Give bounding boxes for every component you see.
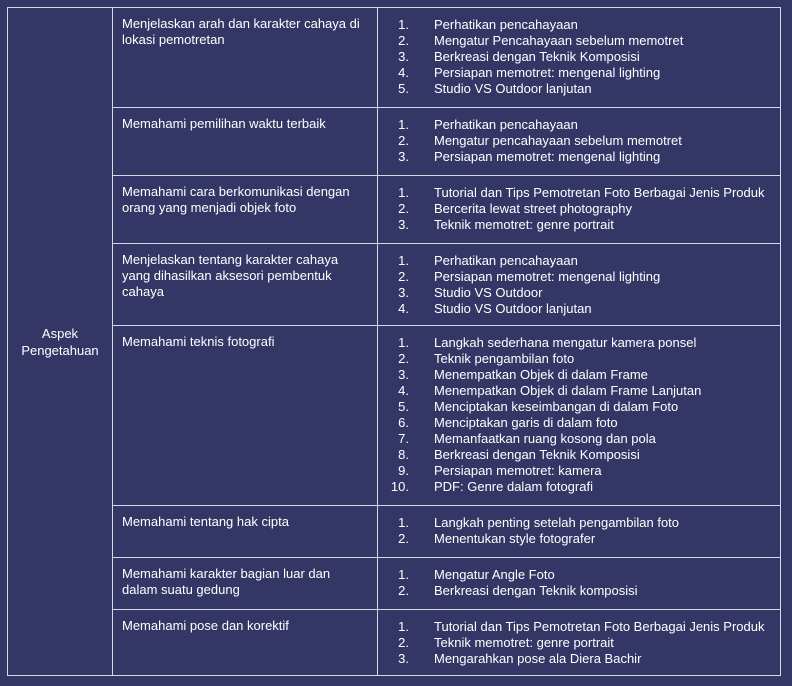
list-number: 1. (398, 619, 409, 634)
list-item (378, 81, 780, 97)
topic-text: Studio VS Outdoor lanjutan (434, 301, 592, 316)
topic-list (378, 8, 780, 103)
list-number: 1. (398, 253, 409, 268)
list-item (378, 619, 780, 635)
list-item (378, 269, 780, 285)
goal-cell (113, 176, 378, 244)
topic-list (378, 326, 780, 501)
topic-text: Memanfaatkan ruang kosong dan pola (434, 431, 656, 446)
topic-text: Studio VS Outdoor lanjutan (434, 81, 592, 96)
goal-cell (113, 244, 378, 326)
list-item (378, 383, 780, 399)
list-item (378, 351, 780, 367)
goal-text: Memahami tentang hak cipta (122, 514, 289, 529)
topic-text: Berkreasi dengan Teknik komposisi (434, 583, 638, 598)
goal-cell (113, 326, 378, 506)
list-item (378, 17, 780, 33)
list-item (378, 335, 780, 351)
topic-text: Teknik memotret: genre portrait (434, 635, 614, 650)
list-item (378, 33, 780, 49)
topics-cell (378, 8, 781, 108)
topic-text: Teknik memotret: genre portrait (434, 217, 614, 232)
topic-text: PDF: Genre dalam fotografi (434, 479, 593, 494)
list-number: 6. (398, 415, 409, 430)
topic-text: Perhatikan pencahayaan (434, 117, 578, 132)
topic-text: Menciptakan garis di dalam foto (434, 415, 618, 430)
goal-text: Memahami pose dan korektif (122, 618, 289, 633)
topic-list (378, 610, 780, 673)
topic-text: Persiapan memotret: mengenal lighting (434, 269, 661, 284)
list-number: 3. (398, 367, 409, 382)
list-item (378, 217, 780, 233)
goal-text: Menjelaskan tentang karakter cahaya yang dihasilkan aksesori pembentuk cahaya (122, 252, 339, 299)
topic-text: Menempatkan Objek di dalam Frame (434, 367, 648, 382)
list-item (378, 531, 780, 547)
list-number: 2. (398, 33, 409, 48)
list-number: 8. (398, 447, 409, 462)
goal-cell (113, 558, 378, 610)
list-item (378, 185, 780, 201)
list-number: 2. (398, 201, 409, 216)
list-item (378, 117, 780, 133)
list-number: 4. (398, 301, 409, 316)
topic-text: Berkreasi dengan Teknik Komposisi (434, 49, 640, 64)
list-item (378, 583, 780, 599)
list-number: 5. (398, 399, 409, 414)
table-body (8, 8, 781, 676)
list-number: 1. (398, 515, 409, 530)
table-row (8, 506, 781, 558)
list-item (378, 133, 780, 149)
list-item (378, 447, 780, 463)
table-row (8, 326, 781, 506)
topic-text: Menempatkan Objek di dalam Frame Lanjutan (434, 383, 702, 398)
topic-text: Bercerita lewat street photography (434, 201, 632, 216)
goal-text: Memahami teknis fotografi (122, 334, 275, 349)
list-number: 3. (398, 285, 409, 300)
topic-text: Persiapan memotret: mengenal lighting (434, 149, 661, 164)
topic-text: Studio VS Outdoor (434, 285, 543, 300)
table-row (8, 8, 781, 108)
list-number: 1. (398, 335, 409, 350)
goal-cell (113, 610, 378, 676)
topic-text: Menciptakan keseimbangan di dalam Foto (434, 399, 679, 414)
goal-text: Menjelaskan arah dan karakter cahaya di lokasi pemotretan (122, 16, 360, 47)
list-number: 5. (398, 81, 409, 96)
goal-cell (113, 506, 378, 558)
list-item (378, 463, 780, 479)
topic-text: Tutorial dan Tips Pemotretan Foto Berbagai Jenis Produk (434, 185, 765, 200)
table-row (8, 176, 781, 244)
list-item (378, 635, 780, 651)
table-row (8, 610, 781, 676)
list-number: 1. (398, 117, 409, 132)
list-number: 9. (398, 463, 409, 478)
table-row (8, 108, 781, 176)
list-number: 4. (398, 65, 409, 80)
list-number: 7. (398, 431, 409, 446)
list-item (378, 253, 780, 269)
table-row (8, 244, 781, 326)
list-number: 2. (398, 531, 409, 546)
list-item (378, 399, 780, 415)
topic-list (378, 108, 780, 171)
topics-cell (378, 244, 781, 326)
list-item (378, 479, 780, 495)
list-number: 10. (390, 479, 409, 494)
list-item (378, 65, 780, 81)
list-number: 3. (398, 651, 409, 666)
topic-text: Persiapan memotret: kamera (434, 463, 602, 478)
topic-text: Mengatur Pencahayaan sebelum memotret (434, 33, 684, 48)
list-item (378, 415, 780, 431)
aspect-label: Aspek Pengetahuan (21, 325, 99, 358)
topic-text: Teknik pengambilan foto (434, 351, 575, 366)
list-item (378, 49, 780, 65)
topics-cell (378, 176, 781, 244)
goal-text: Memahami karakter bagian luar dan dalam suatu gedung (122, 566, 331, 597)
list-number: 2. (398, 583, 409, 598)
topic-text: Perhatikan pencahayaan (434, 17, 578, 32)
topics-cell (378, 506, 781, 558)
list-number: 1. (398, 17, 409, 32)
topic-text: Menentukan style fotografer (434, 531, 596, 546)
list-number: 1. (398, 567, 409, 582)
list-number: 2. (398, 351, 409, 366)
topic-text: Berkreasi dengan Teknik Komposisi (434, 447, 640, 462)
table-row (8, 558, 781, 610)
list-number: 1. (398, 185, 409, 200)
topics-cell (378, 558, 781, 610)
list-number: 3. (398, 149, 409, 164)
list-number: 3. (398, 217, 409, 232)
topic-text: Mengatur pencahayaan sebelum memotret (434, 133, 682, 148)
curriculum-table (7, 7, 781, 676)
topics-cell (378, 326, 781, 506)
list-number: 3. (398, 49, 409, 64)
goal-text: Memahami cara berkomunikasi dengan orang yang menjadi objek foto (122, 184, 350, 215)
list-item (378, 301, 780, 317)
topic-list (378, 176, 780, 239)
list-number: 2. (398, 269, 409, 284)
topics-cell (378, 610, 781, 676)
topic-text: Tutorial dan Tips Pemotretan Foto Berbagai Jenis Produk (434, 619, 765, 634)
topic-text: Langkah sederhana mengatur kamera ponsel (434, 335, 697, 350)
list-item (378, 201, 780, 217)
list-item (378, 515, 780, 531)
goal-text: Memahami pemilihan waktu terbaik (122, 116, 326, 131)
topic-list (378, 506, 780, 553)
topic-list (378, 558, 780, 605)
list-item (378, 285, 780, 301)
aspect-cell (8, 8, 113, 676)
list-item (378, 431, 780, 447)
list-item (378, 567, 780, 583)
list-item (378, 651, 780, 667)
goal-cell (113, 8, 378, 108)
list-item (378, 367, 780, 383)
topic-list (378, 244, 780, 323)
topic-text: Langkah penting setelah pengambilan foto (434, 515, 680, 530)
goal-cell (113, 108, 378, 176)
topics-cell (378, 108, 781, 176)
list-item (378, 149, 780, 165)
topic-text: Mengatur Angle Foto (434, 567, 555, 582)
list-number: 2. (398, 133, 409, 148)
list-number: 4. (398, 383, 409, 398)
list-number: 2. (398, 635, 409, 650)
topic-text: Perhatikan pencahayaan (434, 253, 578, 268)
topic-text: Mengarahkan pose ala Diera Bachir (434, 651, 642, 666)
topic-text: Persiapan memotret: mengenal lighting (434, 65, 661, 80)
